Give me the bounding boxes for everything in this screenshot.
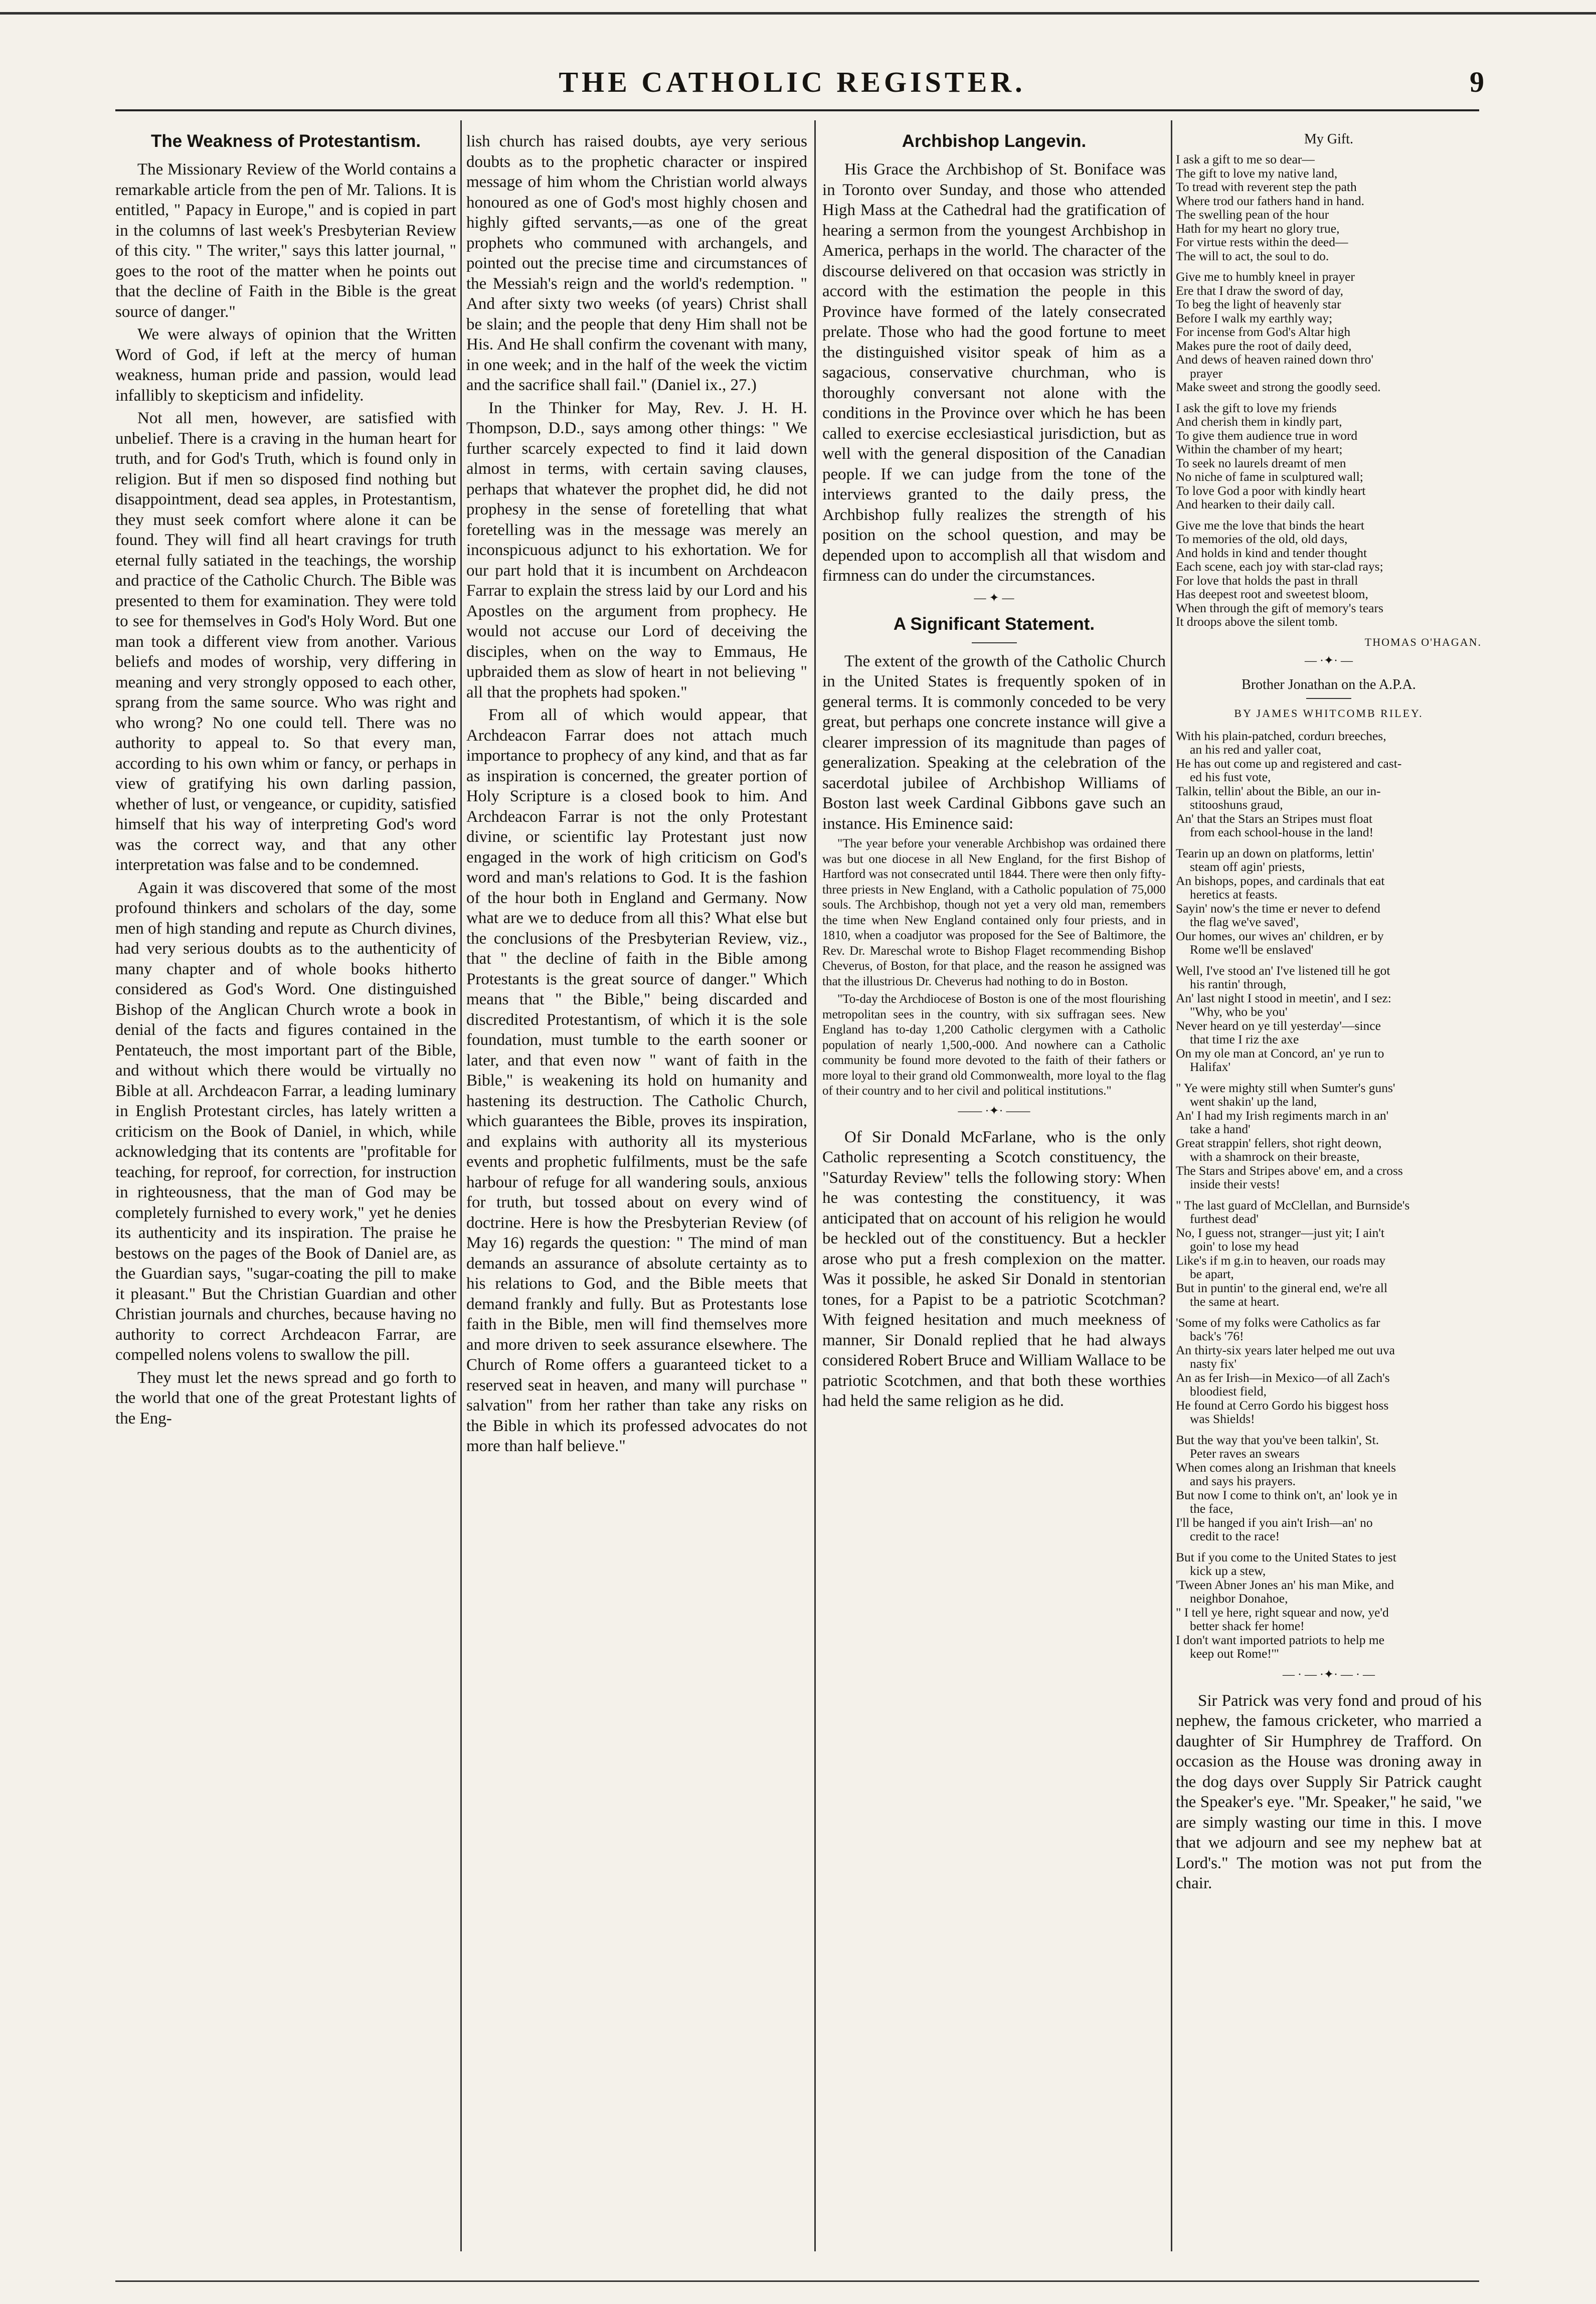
poem-stanza: [1176, 1550, 1482, 1661]
section-separator: — ✦ —: [974, 591, 1014, 605]
poem-line: Halifax': [1190, 1059, 1231, 1074]
poem-line: Make sweet and strong the goodly seed.: [1176, 380, 1381, 394]
poem-stanza: [1176, 1081, 1482, 1191]
poem-line: But if you come to the United States to jest: [1176, 1549, 1396, 1564]
poem-line: I'll be hanged if you ain't Irish—an' no: [1176, 1515, 1373, 1530]
poem-line: was Shields!: [1190, 1411, 1255, 1426]
column-rule: [460, 120, 462, 2251]
top-border-rule: [0, 12, 1596, 15]
poem-line: An' last night I stood in meetin', and I sez:: [1176, 990, 1391, 1005]
poem-line: Tearin up an down on platforms, lettin': [1176, 845, 1374, 860]
article-paragraph: From all of which would appear, that Archdeacon Farrar does not attach much importance to prophecy of any kind, and that as far as inspiration is concerned, the greater portion of Holy Scripture is a closed book to him. And Archdeacon Farrar is not the only Protestant divine, or scientific lay Protestant just now engaged in the work of high criticism on God's word and man's relations to God. It is the fashion of the hour both in England and Germany. Now what are we to deduce from all this? What else but the conclusions of the Presbyterian Review, viz., that " the decline of faith in the Bible among Protestants is the great source of danger." Which means that " the Bible," being discarded and discredited Protestantism, of which it is the sole foundation, must tumble to the earth sooner or later, and that even now " want of faith in the Bible," is weakening its hold on humanity and hastening its destruction. The Catholic Church, which guarantees the Bible, proves its inspiration, and explains with authority all its mysterious events and prophetic fulfilments, must be the safe harbour of refuge for all wandering souls, anxious for truth, but tossed about on every wind of doctrine. Here is how the Presbyterian Review (of May 16) regards the question: " The mind of man demands an assurance of absolute certainty as to his relations to God, and the Bible meets that demand frankly and fully. But as Protestants lose faith in the Bible, men will find themselves more and more driven to seek assurance elsewhere. The Church of Rome offers a guaranteed ticket to a reserved seat in heaven, and many will purchase " salvation" from her rather than take any risks on the Bible in which its professed advocates do not more than half believe.": [466, 706, 807, 1455]
poem-line: Give me to humbly kneel in prayer: [1176, 269, 1355, 284]
poem-line: The swelling pean of the hour: [1176, 207, 1329, 222]
poem-line: Each scene, each joy with star-clad rays;: [1176, 559, 1383, 574]
poem-line: credit to the race!: [1190, 1529, 1280, 1543]
poem-line: ed his fust vote,: [1190, 770, 1271, 784]
poem-line: But in puntin' to the gineral end, we're all: [1176, 1280, 1388, 1295]
poem-line: To give them audience true in word: [1176, 428, 1358, 443]
poem-line: I ask the gift to love my friends: [1176, 400, 1337, 415]
poem-line: On my ole man at Concord, an' ye run to: [1176, 1045, 1384, 1060]
poem-line: But now I come to think on't, an' look ye in: [1176, 1487, 1397, 1502]
poem-line: An bishops, popes, and cardinals that eat: [1176, 873, 1385, 888]
poem-stanza: [1176, 1198, 1482, 1309]
poem-line: his rantin' through,: [1190, 977, 1287, 991]
page-number: 9: [1470, 66, 1484, 98]
poem-line: the flag we've saved',: [1190, 915, 1299, 929]
article-paragraph: They must let the news spread and go forth to the world that one of the great Protestant lights of the Eng-: [115, 1368, 456, 1428]
poem-line: Where trod our fathers hand in hand.: [1176, 193, 1364, 208]
column-4: [1176, 131, 1482, 2257]
poem-line: Talkin, tellin' about the Bible, an our in-: [1176, 783, 1381, 798]
poem-line: Makes pure the root of daily deed,: [1176, 338, 1352, 353]
headline-rule: [972, 642, 1017, 643]
poem-line: And dews of heaven rained down thro': [1176, 352, 1374, 367]
poem-line: keep out Rome!'": [1190, 1646, 1279, 1661]
poem-line: an his red and yaller coat,: [1190, 742, 1321, 757]
poem-line: Rome we'll be enslaved': [1190, 942, 1314, 957]
poem-title: My Gift.: [1304, 131, 1353, 147]
poem-line: Before I walk my earthly way;: [1176, 310, 1333, 325]
poem-line: When comes along an Irishman that kneels: [1176, 1460, 1396, 1475]
poem-line: It droops above the silent tomb.: [1176, 614, 1338, 629]
poem-line: No niche of fame in sculptured wall;: [1176, 469, 1363, 484]
poem-line: Like's if m g.in to heaven, our roads may: [1176, 1253, 1386, 1268]
poem-line: be apart,: [1190, 1267, 1234, 1281]
poem-line: And cherish them in kindly part,: [1176, 414, 1342, 429]
poem-stanza: [1176, 152, 1482, 263]
poem-line: Ere that I draw the sword of day,: [1176, 283, 1343, 298]
poem-line: Never heard on ye till yesterday'—since: [1176, 1018, 1381, 1033]
poem-line: that time I riz the axe: [1190, 1032, 1299, 1046]
poem-stanza: [1176, 1316, 1482, 1426]
poem-line: stitooshuns graud,: [1190, 797, 1283, 812]
column-rule: [814, 120, 816, 2251]
quoted-paragraph: "The year before your venerable Archbishop was ordained there was but one diocese in all New England, for the first Bishop of Hartford was not consecrated until 1844. There were then only fifty-three priests in New England, with a Catholic population of 75,000 souls. The Archbishop, though not yet a very old man, remembers the time when New England contained only four priests, and in 1810, when a coadjutor was proposed for the See of Baltimore, the Rev. Dr. Mareschal wrote to Bishop Flaget recommending Bishop Cheverus, of Boston, for that place, and the reason he assigned was that the illustrious Dr. Cheverus had nothing to do in Boston.: [822, 837, 1166, 988]
poem-line: Well, I've stood an' I've listened till he got: [1176, 963, 1390, 978]
article-paragraph: Of Sir Donald McFarlane, who is the only Catholic representing a Scotch constituency, the "Saturday Review" tells the following story: When he was contesting the constituency, it was anticipated that on account of his religion he would be heckled out of the constituency. But a heckler arose who put a fresh complexion on the matter. Was it possible, he asked Sir Donald in stentorian tones, for a Papist to be a patriotic Scotchman? With feigned hesitation and much meekness of manner, Sir Donald replied that he had always considered Robert Bruce and William Wallace to be patriotic Scotchmen, and that both these worthies had held the same religion as he did.: [822, 1128, 1166, 1410]
poem-line: Within the chamber of my heart;: [1176, 442, 1343, 456]
article-headline: Archbishop Langevin.: [902, 131, 1087, 151]
poem-line: Hath for my heart no glory true,: [1176, 221, 1340, 236]
poem-stanza: [1176, 1433, 1482, 1543]
column-rule: [1171, 120, 1172, 2251]
poem-line: inside their vests!: [1190, 1177, 1280, 1191]
poem-line: Peter raves an swears: [1190, 1446, 1300, 1461]
poem-line: An' that the Stars an Stripes must float: [1176, 811, 1373, 826]
poem-line: " The last guard of McClellan, and Burnside's: [1176, 1197, 1410, 1212]
poem-line: the face,: [1190, 1501, 1233, 1516]
poem-line: Sayin' now's the time er never to defend: [1176, 901, 1380, 916]
section-separator: — · — ·✦· — · —: [1282, 1668, 1375, 1681]
headline-rule: [1306, 698, 1351, 699]
poem-stanza: [1176, 964, 1482, 1074]
poem-line: To tread with reverent step the path: [1176, 180, 1357, 194]
poem-line: He found at Cerro Gordo his biggest hoss: [1176, 1397, 1389, 1412]
poem-line: The gift to love my native land,: [1176, 165, 1338, 181]
poem-line: No, I guess not, stranger—just yit; I ain't: [1176, 1225, 1385, 1240]
bottom-border-rule: [115, 2280, 1479, 2282]
poem-author: THOMAS O'HAGAN.: [1364, 635, 1482, 648]
poem-line: " Ye were mighty still when Sumter's guns': [1176, 1080, 1395, 1095]
poem-line: To beg the light of heavenly star: [1176, 297, 1341, 311]
quoted-paragraph: "To-day the Archdiocese of Boston is one of the most flourishing metropolitan sees in the country, with six suffragan sees. New England has to-day 1,200 Catholic clergymen with a Catholic population of nearly 1,500,-000. And nowhere can a Catholic community be found more devoted to the faith of their fathers or more loyal to their grand old Commonwealth, more loyal to the flag of their country and to her civil and political institutions.": [822, 992, 1166, 1098]
poem-line: The will to act, the soul to do.: [1176, 248, 1329, 263]
poem-stanza: [1176, 401, 1482, 511]
article-paragraph: Again it was discovered that some of the most profound thinkers and scholars of the day, some men of high standing and repute as Church divines, had very serious doubts as to the authenticity of many chapter and of whole books hitherto considered as God's Word. One distinguished Bishop of the Anglican Church wrote a book in denial of the facts and figures contained in the Pentateuch, the most important part of the Bible, and without which there would be virtually no Bible at all. Archdeacon Farrar, a leading luminary in English Protestant circles, has lately written a criticism on the Book of Daniel, in which, while acknowledging that its contents are "profitable for teaching, for reproof, for correction, for instruction in righteousness, that the man of God may be completely furnished to every work," yet he denies its authenticity and its inspiration. The praise he bestows on the pages of the Book of Daniel are, as the Guardian says, "sugar-coating the pill to make it pleasant." But the Christian Guardian and other Christian journals and churches, because having no authority to correct Archdeacon Farrar, are compelled nolens volens to swallow the pill.: [115, 878, 456, 1364]
article-headline: A Significant Statement.: [893, 614, 1095, 634]
poem-line: 'Tween Abner Jones an' his man Mike, and: [1176, 1577, 1394, 1592]
section-separator: —— ·✦· ——: [958, 1104, 1030, 1118]
article-paragraph: His Grace the Archbishop of St. Boniface was in Toronto over Sunday, and those who attended High Mass at the Cathedral had the gratification of hearing a sermon from the youngest Archbishop in America, perhaps in the world. The character of the discourse delivered on that occasion was strictly in accord with the estimation the people in this Province have formed of the lately consecrated prelate. Those who had the good fortune to meet the distinguished visitor speak of him as a sagacious, conservative churchman, who is thoroughly conversant not alone with the conditions in the Province over which he has been called to exercise ecclesiastical jurisdiction, but as well with the general disposition of the Canadian people. If we can judge from the tone of the interviews granted to the daily press, the Archbishop fully realizes the strength of his position on the school question, and may be depended upon to accomplish all that wisdom and firmness can do under the circumstances.: [822, 160, 1166, 585]
poem-line: An as fer Irish—in Mexico—of all Zach's: [1176, 1370, 1390, 1385]
poem-line: "Why, who be you': [1190, 1004, 1288, 1019]
poem-line: And hearken to their daily call.: [1176, 497, 1335, 511]
article-paragraph: lish church has raised doubts, aye very serious doubts as to the prophetic character or inspired message of him whom the Christian world always honoured as one of God's most highly chosen and highly gifted servants,—as one of the great prophets who communed with archangels, and pointed out the precise time and circumstances of the Messiah's reign and the world's redemption. " And after sixty two weeks (of years) Christ shall be slain; and the people that deny Him shall not be His. And He shall confirm the covenant with many, in one week; and in the half of the week the victim and the sacrifice shall fail." (Daniel ix., 27.): [466, 132, 807, 394]
poem-line: For love that holds the past in thrall: [1176, 573, 1358, 588]
poem-line: Has deepest root and sweetest bloom,: [1176, 587, 1368, 601]
poem-line: And holds in kind and tender thought: [1176, 545, 1367, 560]
poem-line: furthest dead': [1190, 1211, 1259, 1226]
poem-line: went shakin' up the land,: [1190, 1094, 1317, 1109]
article-headline: The Weakness of Protestantism.: [150, 131, 421, 151]
poem-line: better shack fer home!: [1190, 1619, 1305, 1633]
poem-line: from each school-house in the land!: [1190, 825, 1374, 839]
poem-line: the same at heart.: [1190, 1294, 1280, 1309]
article-paragraph: The extent of the growth of the Catholic Church in the United States is frequently spoken of in general terms. It is commonly conceded to be very great, but perhaps one concrete instance will give a clearer impression of its magnitude than pages of generalization. Speaking at the celebration of the sacerdotal jubilee of Archbishop Williams of Boston last week Cardinal Gibbons gave such an instance. His Eminence said:: [822, 652, 1166, 833]
article-paragraph: Sir Patrick was very fond and proud of his nephew, the famous cricketer, who married a daughter of Sir Humphrey de Trafford. On occasion as the House was droning away in the dog days over Supply Sir Patrick caught the Speaker's eye. "Mr. Speaker," he said, "we are simply wasting our time in this. I move that we adjourn and see my nephew bat at Lord's." The motion was not put from the chair.: [1176, 1691, 1482, 1892]
poem-line: To love God a poor with kindly heart: [1176, 483, 1366, 498]
poem-line: For incense from God's Altar high: [1176, 324, 1351, 339]
poem-line: He has out come up and registered and cast-: [1176, 756, 1402, 771]
poem-line: with a shamrock on their breaste,: [1190, 1149, 1360, 1164]
section-separator: — ·✦· —: [1304, 654, 1353, 667]
poem-line: Give me the love that binds the heart: [1176, 517, 1365, 533]
poem-line: steam off agin' priests,: [1190, 859, 1305, 874]
poem-line: For virtue rests within the deed—: [1176, 235, 1348, 249]
poem-line: An' I had my Irish regiments march in an': [1176, 1108, 1389, 1123]
poem-line: " I tell ye here, right squear and now, ye'd: [1176, 1605, 1389, 1620]
poem-stanza: [1176, 729, 1482, 839]
poem-line: When through the gift of memory's tears: [1176, 600, 1383, 615]
poem-line: prayer: [1190, 366, 1223, 381]
poem-byline: BY JAMES WHITCOMB RILEY.: [1234, 706, 1424, 720]
poem-stanza: [1176, 846, 1482, 957]
poem: [1176, 152, 1482, 629]
poem-line: take a hand': [1190, 1122, 1251, 1136]
poem-line: The Stars and Stripes above' em, and a cross: [1176, 1163, 1403, 1178]
poem-line: I don't want imported patriots to help me: [1176, 1632, 1385, 1647]
poem-line: heretics at feasts.: [1190, 887, 1278, 902]
poem-line: goin' to lose my head: [1190, 1239, 1299, 1254]
poem-line: To seek no laurels dreamt of men: [1176, 455, 1346, 470]
poem-line: Great strappin' fellers, shot right deown,: [1176, 1135, 1382, 1150]
poem-line: An thirty-six years later helped me out uva: [1176, 1342, 1395, 1357]
poem-stanza: [1176, 518, 1482, 629]
poem-line: back's '76!: [1190, 1329, 1244, 1343]
newspaper-title: THE CATHOLIC REGISTER.: [559, 66, 1026, 98]
masthead: [115, 65, 1484, 110]
poem-line: nasty fix': [1190, 1356, 1237, 1371]
article-paragraph: We were always of opinion that the Written Word of God, if left at the mercy of human weakness, human pride and passion, would lead infallibly to skepticism and infidelity.: [115, 325, 456, 405]
poem-line: I ask a gift to me so dear—: [1176, 152, 1315, 166]
poem-line: With his plain-patched, cordurı breeches,: [1176, 728, 1386, 743]
poem-line: kick up a stew,: [1190, 1563, 1266, 1578]
column-2: [466, 131, 807, 2257]
article-paragraph: Not all men, however, are satisfied with unbelief. There is a craving in the human heart for truth, and for God's Truth, which is found only in religion. But if men so disposed find nothing but disappointment, dead sea apples, in Protestantism, they must seek comfort where alone it can be found. They will find all heart cravings for truth eternal fully satiated in the teachings, the worship and practice of the Catholic Church. The Bible was presented to them for examination. They were told to see for themselves in God's Holy Word. But one man took a different view from another. Various beliefs and modes of worship, very differing in meaning and very strongly opposed to each other, sprang from the same source. Who was right and who wrong? No one could tell. There was no authority to appeal to. So that every man, according to his own whim or fancy, or perhaps in view of gratifying his own darling passion, whether of lust, or vengeance, or cupidity, satisfied himself that his way of interpreting God's word was the correct way, and that any other interpretation was false and to be condemned.: [115, 409, 456, 874]
poem-line: bloodiest field,: [1190, 1384, 1267, 1398]
poem-line: To memories of the old, old days,: [1176, 531, 1348, 546]
poem-line: neighbor Donahoe,: [1190, 1591, 1288, 1606]
poem-stanza: [1176, 270, 1482, 394]
article-paragraph: The Missionary Review of the World contains a remarkable article from the pen of Mr. Talions. It is entitled, " Papacy in Europe," and is copied in part in the columns of last week's Presbyterian Review of this city. " The writer," says this latter journal, " goes to the root of the matter when he points out that the decline of Faith in the Bible is the great source of danger.": [115, 160, 456, 321]
poem-line: Our homes, our wives an' children, er by: [1176, 928, 1384, 943]
poem-line: and says his prayers.: [1190, 1474, 1296, 1488]
poem-line: 'Some of my folks were Catholics as far: [1176, 1315, 1380, 1330]
article-paragraph: In the Thinker for May, Rev. J. H. H. Thompson, D.D., says among other things: " We further scarcely expected to find it laid down almost in terms, with certain saving clauses, perhaps that whatever the prophet did, he did not prophesy in the sense of foretelling that what foretelling was in the message was merely an inconspicuous adjunct to his exhortation. We for our part hold that it is incumbent on Archdeacon Farrar to explain the stress laid by our Lord and his Apostles on the argument from prophecy. He would not accuse our Lord of deceiving the disciples, when on the way to Emmaus, He upbraided them as slow of heart in not believing " all that the prophets had spoken.": [466, 399, 807, 701]
column-3: [822, 131, 1166, 2257]
poem-title: Brother Jonathan on the A.P.A.: [1242, 676, 1416, 692]
masthead-rule: [115, 109, 1479, 111]
column-1: [115, 131, 456, 2257]
poem: [1176, 729, 1482, 1661]
poem-line: But the way that you've been talkin', St.: [1176, 1432, 1379, 1447]
